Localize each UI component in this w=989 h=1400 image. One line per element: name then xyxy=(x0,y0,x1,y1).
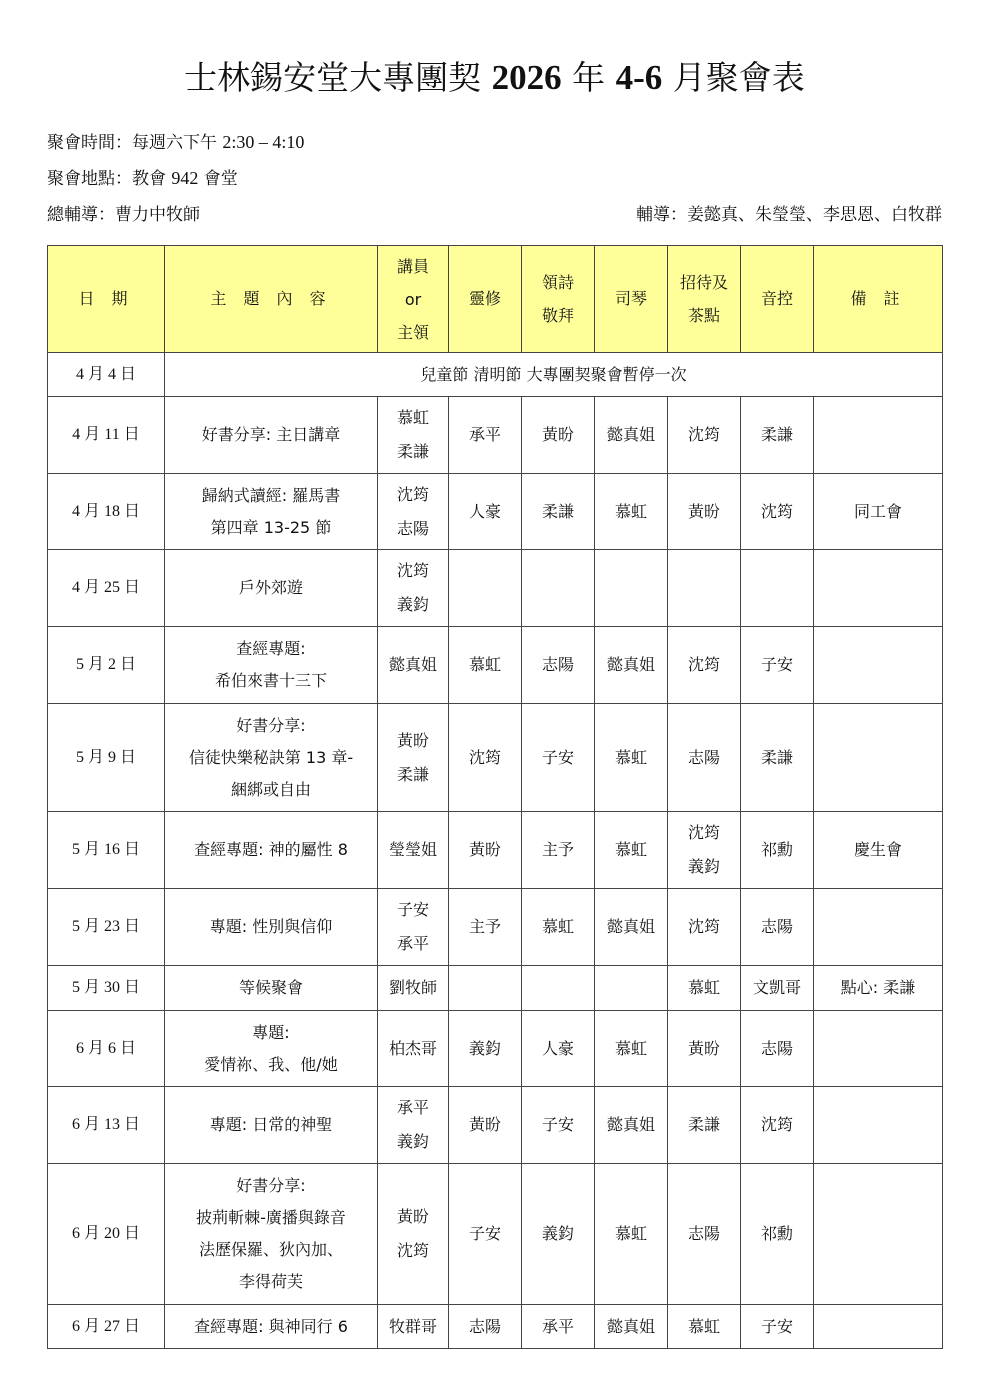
header-devotion: 靈修 xyxy=(449,246,522,353)
meeting-place: 聚會地點：教會 942 會堂 xyxy=(47,168,238,189)
worship-cell xyxy=(522,966,595,1011)
hospitality-cell-line: 黃昐 xyxy=(687,1038,720,1058)
speaker-cell xyxy=(378,1011,449,1087)
hospitality-cell-line: 義鈞 xyxy=(687,857,720,876)
hospitality-cell-line: 慕虹 xyxy=(687,1316,720,1336)
sound-cell: 子安 xyxy=(741,627,814,704)
piano-cell: 懿真姐 xyxy=(595,1087,668,1164)
table-row xyxy=(48,1087,943,1164)
schedule-body xyxy=(48,353,943,1349)
worship-cell: 柔謙 xyxy=(522,474,595,550)
speaker-cell-line: 沈筠 xyxy=(396,484,429,504)
sound-cell: 子安 xyxy=(741,1305,814,1349)
schedule-table xyxy=(47,245,943,1349)
table-row xyxy=(48,474,943,550)
notes-cell xyxy=(814,704,943,812)
topic-cell-line: 李得荷芙 xyxy=(238,1272,303,1291)
speaker-cell xyxy=(378,812,449,889)
speaker-cell-line: 劉牧師 xyxy=(388,978,437,997)
hospitality-cell-line: 沈筠 xyxy=(687,823,720,842)
devotion-cell xyxy=(449,550,522,627)
piano-cell: 懿真姐 xyxy=(595,889,668,966)
devotion-cell: 黃昐 xyxy=(449,1087,522,1164)
header-topic: 主 題 內 容 xyxy=(165,246,378,353)
speaker-cell xyxy=(378,474,449,550)
hospitality-cell xyxy=(668,966,741,1011)
notes-cell xyxy=(814,1305,943,1349)
sound-cell xyxy=(741,550,814,627)
worship-cell: 黃昐 xyxy=(522,397,595,474)
notes-cell: 同工會 xyxy=(814,474,943,550)
speaker-cell-line: 瑩瑩姐 xyxy=(388,840,437,859)
date-cell: 4 月 4 日 xyxy=(48,353,165,397)
topic-cell xyxy=(165,966,378,1011)
devotion-cell xyxy=(449,966,522,1011)
table-row xyxy=(48,1164,943,1305)
sound-cell: 志陽 xyxy=(741,889,814,966)
header-speaker: 講員 or 主領 xyxy=(378,246,449,353)
hospitality-cell xyxy=(668,889,741,966)
hospitality-cell xyxy=(668,704,741,812)
speaker-cell xyxy=(378,704,449,812)
piano-cell: 慕虹 xyxy=(595,704,668,812)
topic-cell-line: 綑綁或自由 xyxy=(230,779,311,799)
piano-cell: 懿真姐 xyxy=(595,1305,668,1349)
hospitality-cell xyxy=(668,812,741,889)
date-cell: 5 月 16 日 xyxy=(48,812,165,889)
sound-cell: 沈筠 xyxy=(741,1087,814,1164)
worship-cell: 義鈞 xyxy=(522,1164,595,1305)
table-row xyxy=(48,550,943,627)
devotion-cell: 慕虹 xyxy=(449,627,522,704)
speaker-cell-line: 承平 xyxy=(396,1098,429,1117)
date-cell: 6 月 6 日 xyxy=(48,1011,165,1087)
topic-cell xyxy=(165,397,378,474)
date-cell: 6 月 20 日 xyxy=(48,1164,165,1305)
hospitality-cell xyxy=(668,1011,741,1087)
date-cell: 5 月 23 日 xyxy=(48,889,165,966)
sound-cell: 柔謙 xyxy=(741,397,814,474)
piano-cell xyxy=(595,966,668,1011)
table-row xyxy=(48,1011,943,1087)
topic-cell-line: 信徒快樂秘訣第 13 章- xyxy=(188,747,354,767)
topic-cell-line: 專題: 性別與信仰 xyxy=(209,917,333,936)
speaker-cell-line: 柔謙 xyxy=(396,764,429,784)
header-date: 日 期 xyxy=(48,246,165,353)
date-cell: 4 月 18 日 xyxy=(48,474,165,550)
devotion-cell: 子安 xyxy=(449,1164,522,1305)
hospitality-cell-line: 柔謙 xyxy=(687,1115,720,1134)
speaker-cell xyxy=(378,889,449,966)
topic-cell xyxy=(165,474,378,550)
topic-cell-line: 好書分享: xyxy=(236,715,306,735)
hospitality-cell-line: 沈筠 xyxy=(687,425,720,444)
hospitality-cell xyxy=(668,627,741,704)
hospitality-cell xyxy=(668,397,741,474)
notes-cell: 慶生會 xyxy=(814,812,943,889)
sound-cell: 沈筠 xyxy=(741,474,814,550)
notes-cell xyxy=(814,889,943,966)
speaker-cell xyxy=(378,1087,449,1164)
devotion-cell: 主予 xyxy=(449,889,522,966)
topic-cell xyxy=(165,627,378,704)
meeting-time: 聚會時間：每週六下午 2:30 – 4:10 xyxy=(47,132,305,153)
notes-cell xyxy=(814,1087,943,1164)
speaker-cell-line: 柔謙 xyxy=(396,442,429,461)
header-notes: 備 註 xyxy=(814,246,943,353)
worship-cell: 志陽 xyxy=(522,627,595,704)
table-row xyxy=(48,889,943,966)
speaker-cell-line: 柏杰哥 xyxy=(388,1038,437,1058)
table-row xyxy=(48,397,943,474)
topic-cell-line: 歸納式讀經: 羅馬書 xyxy=(201,485,341,505)
topic-cell-line: 專題: xyxy=(252,1022,290,1042)
hospitality-cell-line: 沈筠 xyxy=(687,917,720,936)
topic-cell xyxy=(165,550,378,627)
topic-cell xyxy=(165,1087,378,1164)
hospitality-cell-line: 慕虹 xyxy=(687,978,720,997)
piano-cell xyxy=(595,550,668,627)
topic-cell xyxy=(165,889,378,966)
worship-cell xyxy=(522,550,595,627)
sound-cell: 柔謙 xyxy=(741,704,814,812)
speaker-cell xyxy=(378,966,449,1011)
worship-cell: 承平 xyxy=(522,1305,595,1349)
table-row xyxy=(48,704,943,812)
page-title: 士林錫安堂大專團契 2026 年 4-6 月聚會表 xyxy=(184,58,805,97)
topic-cell-line: 希伯來書十三下 xyxy=(214,671,327,690)
hospitality-cell xyxy=(668,1305,741,1349)
table-row xyxy=(48,627,943,704)
worship-cell: 子安 xyxy=(522,1087,595,1164)
speaker-cell-line: 義鈞 xyxy=(396,595,429,614)
speaker-cell-line: 義鈞 xyxy=(396,1132,429,1151)
hospitality-cell-line: 志陽 xyxy=(687,1224,720,1243)
devotion-cell: 黃昐 xyxy=(449,812,522,889)
speaker-cell-line: 懿真姐 xyxy=(388,655,437,674)
worship-cell: 慕虹 xyxy=(522,889,595,966)
worship-cell: 主予 xyxy=(522,812,595,889)
speaker-cell-line: 黃昐 xyxy=(396,1207,429,1226)
speaker-cell-line: 志陽 xyxy=(396,518,429,538)
piano-cell: 慕虹 xyxy=(595,812,668,889)
date-cell: 5 月 30 日 xyxy=(48,966,165,1011)
header-worship: 領詩 敬拜 xyxy=(522,246,595,353)
piano-cell: 慕虹 xyxy=(595,1011,668,1087)
table-row xyxy=(48,353,943,397)
hospitality-cell xyxy=(668,474,741,550)
hospitality-cell xyxy=(668,1087,741,1164)
topic-cell-line: 法歷保羅、狄內加、 xyxy=(198,1240,343,1259)
speaker-cell-line: 黃昐 xyxy=(396,730,429,750)
speaker-cell-line: 承平 xyxy=(396,934,429,953)
table-row xyxy=(48,1305,943,1349)
hospitality-cell-line: 黃昐 xyxy=(687,501,720,521)
sound-cell: 文凱哥 xyxy=(741,966,814,1011)
piano-cell: 慕虹 xyxy=(595,474,668,550)
sound-cell: 志陽 xyxy=(741,1011,814,1087)
topic-cell-line: 第四章 13-25 節 xyxy=(210,517,332,537)
topic-cell-line: 好書分享: xyxy=(236,1176,306,1195)
notes-cell xyxy=(814,1011,943,1087)
table-header-row xyxy=(48,246,943,353)
notes-cell xyxy=(814,550,943,627)
topic-cell-line: 專題: 日常的神聖 xyxy=(209,1115,333,1134)
date-cell: 5 月 9 日 xyxy=(48,704,165,812)
worship-cell: 人豪 xyxy=(522,1011,595,1087)
speaker-cell-line: 牧群哥 xyxy=(388,1316,437,1336)
notes-cell xyxy=(814,627,943,704)
speaker-cell-line: 沈筠 xyxy=(396,561,429,580)
topic-cell-line: 戶外郊遊 xyxy=(238,578,303,597)
hospitality-cell-line: 志陽 xyxy=(687,747,720,767)
date-cell: 6 月 13 日 xyxy=(48,1087,165,1164)
speaker-cell xyxy=(378,627,449,704)
speaker-cell xyxy=(378,397,449,474)
devotion-cell: 承平 xyxy=(449,397,522,474)
speaker-cell-line: 子安 xyxy=(396,900,429,919)
topic-cell xyxy=(165,1305,378,1349)
speaker-cell-line: 慕虹 xyxy=(396,408,429,427)
devotion-cell: 沈筠 xyxy=(449,704,522,812)
speaker-cell xyxy=(378,1305,449,1349)
merged-note-cell: 兒童節 清明節 大專團契聚會暫停一次 xyxy=(165,353,943,397)
speaker-cell-line: 沈筠 xyxy=(396,1241,429,1260)
piano-cell: 懿真姐 xyxy=(595,397,668,474)
devotion-cell: 人豪 xyxy=(449,474,522,550)
date-cell: 5 月 2 日 xyxy=(48,627,165,704)
topic-cell-line: 好書分享: 主日講章 xyxy=(201,425,341,444)
date-cell: 4 月 11 日 xyxy=(48,397,165,474)
header-hospitality: 招待及 茶點 xyxy=(668,246,741,353)
sound-cell: 祁勳 xyxy=(741,812,814,889)
hospitality-cell xyxy=(668,1164,741,1305)
topic-cell xyxy=(165,1164,378,1305)
topic-cell xyxy=(165,812,378,889)
hospitality-cell-line: 沈筠 xyxy=(687,655,720,674)
date-cell: 6 月 27 日 xyxy=(48,1305,165,1349)
notes-cell xyxy=(814,1164,943,1305)
topic-cell-line: 查經專題: 與神同行 6 xyxy=(194,1316,348,1336)
advisors: 輔導：姜懿真、朱瑩瑩、李思恩、白牧群 xyxy=(636,205,942,225)
topic-cell-line: 查經專題: 神的屬性 8 xyxy=(194,840,348,859)
topic-cell-line: 披荊斬棘-廣播與錄音 xyxy=(196,1208,346,1227)
speaker-cell xyxy=(378,550,449,627)
table-row xyxy=(48,812,943,889)
notes-cell xyxy=(814,397,943,474)
worship-cell: 子安 xyxy=(522,704,595,812)
piano-cell: 慕虹 xyxy=(595,1164,668,1305)
chief-advisor: 總輔導：曹力中牧師 xyxy=(47,205,200,225)
topic-cell xyxy=(165,704,378,812)
table-row xyxy=(48,966,943,1011)
devotion-cell: 志陽 xyxy=(449,1305,522,1349)
header-piano: 司琴 xyxy=(595,246,668,353)
speaker-cell xyxy=(378,1164,449,1305)
piano-cell: 懿真姐 xyxy=(595,627,668,704)
topic-cell-line: 等候聚會 xyxy=(238,978,303,997)
date-cell: 4 月 25 日 xyxy=(48,550,165,627)
sound-cell: 祁勳 xyxy=(741,1164,814,1305)
topic-cell-line: 查經專題: xyxy=(236,639,306,658)
notes-cell: 點心: 柔謙 xyxy=(814,966,943,1011)
devotion-cell: 義鈞 xyxy=(449,1011,522,1087)
hospitality-cell xyxy=(668,550,741,627)
topic-cell xyxy=(165,1011,378,1087)
header-sound: 音控 xyxy=(741,246,814,353)
topic-cell-line: 愛情祢、我、他/她 xyxy=(204,1054,338,1074)
